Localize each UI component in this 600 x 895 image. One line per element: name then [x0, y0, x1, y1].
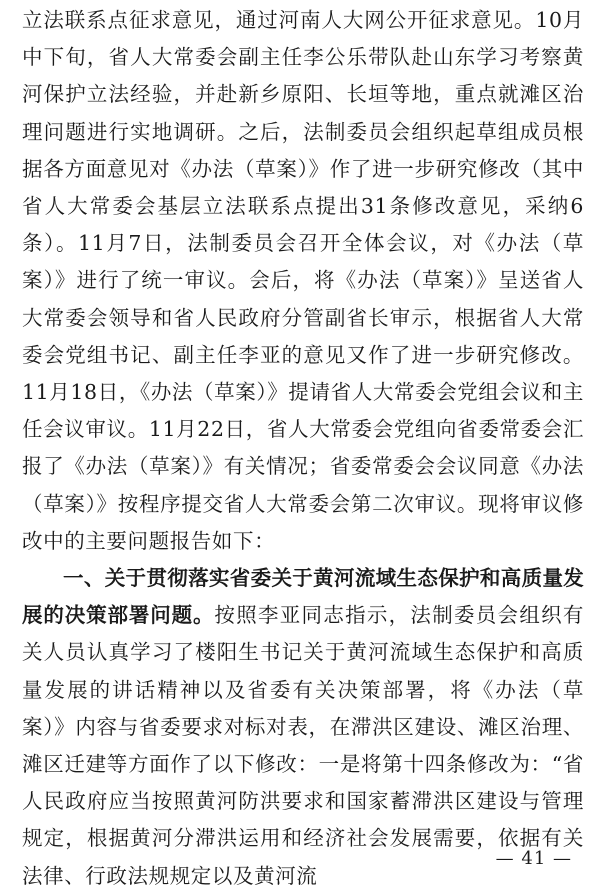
page-number: — 41 —	[495, 848, 572, 869]
body-paragraph: 立法联系点征求意见，通过河南人大网公开征求意见。10月中下旬，省人大常委会副主任李公乐带队赴山东学习考察黄河保护立法经验，并赴新乡原阳、长垣等地，重点就滩区治理问题进行实地调研。之后，法制委员会组织起草组成员根据各方面意见对《办法（草案）》作了进一步研究修改（其中省人大常委会基层立法联系点提出31条修改意见，采纳6条）。11月7日，法制委员会召开全体会议，对《办法（草案）》进行了统一审议。会后，将《办法（草案）》呈送省人大常委会领导和省人民政府分管副省长审示，根据省人大常委会党组书记、副主任李亚的意见又作了进一步研究修改。11月18日，《办法（草案）》提请省人大常委会党组会议和主任会议审议。11月22日，省人大常委会党组向省委常委会汇报了《办法（草案）》有关情况；省委常委会会议同意《办法（草案）》按程序提交省人大常委会第二次审议。现将审议修改中的主要问题报告如下：	[22, 8, 584, 553]
document-page	[22, 2, 584, 895]
section-body: 按照李亚同志指示，法制委员会组织有关人员认真学习了楼阳生书记关于黄河流域生态保护和高质量发展的讲话精神以及省委有关决策部署，将《办法（草案）》内容与省委要求对标对表，在滞洪区建设、滩区治理、滩区迁建等方面作了以下修改：一是将第十四条修改为：“省人民政府应当按照黄河防洪要求和国家蓄滞洪区建设与管理规定，根据黄河分滞洪运用和经济社会发展需要，依据有关法律、行政法规规定以及黄河流	[22, 603, 584, 888]
section-heading: 一、关于贯彻落实省委关于黄河流域生态保护和高质量发展的决策部署问题。	[22, 566, 584, 628]
section-paragraph	[22, 560, 584, 895]
